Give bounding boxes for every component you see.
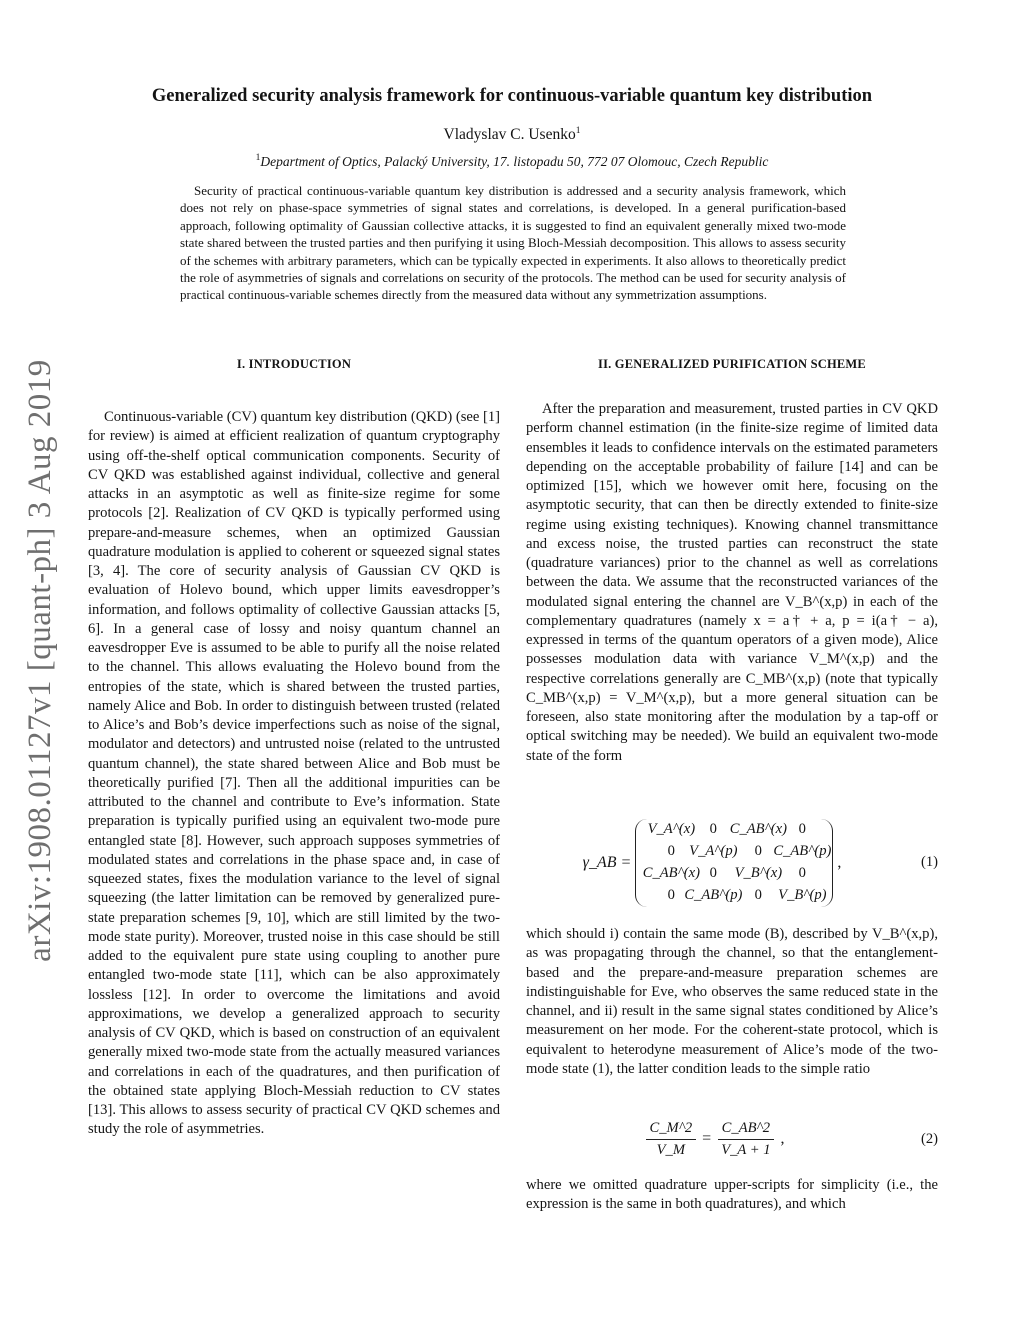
matrix-cell: V_A^(x)	[647, 821, 696, 837]
arxiv-stamp	[10, 340, 70, 980]
equation-2-equals: =	[702, 1130, 712, 1147]
matrix-cell: C_AB^(p)	[684, 887, 743, 903]
matrix-cell: V_B^(p)	[778, 887, 827, 903]
author-superscript: 1	[575, 126, 581, 136]
equation-2	[526, 1114, 938, 1164]
affiliation-line	[90, 153, 934, 170]
equation-1-lhs: γ_AB =	[582, 853, 632, 871]
matrix-cell: 0	[709, 865, 717, 881]
equation-1-number: (1)	[920, 854, 938, 870]
equation-1	[526, 815, 938, 910]
matrix-cell: C_AB^(x)	[642, 865, 700, 881]
paper-title: Generalized security analysis framework for continuous-variable quantum key distribution	[151, 86, 873, 106]
matrix-cell: 0	[667, 887, 675, 903]
section-heading-introduction: I. INTRODUCTION	[236, 357, 352, 371]
matrix-cell: C_AB^(p)	[773, 843, 832, 859]
fraction-denominator: V_A + 1	[721, 1141, 771, 1158]
matrix-cell: 0	[754, 887, 762, 903]
fraction-numerator: C_AB^2	[718, 1120, 774, 1140]
purification-paragraph-1: After the preparation and measurement, trusted parties in CV QKD perform channel estimation (in the finite-size regime of limited data ensembles it leads to confidence intervals on the estimated parameters depending on the acceptable probability of failure [14] and can be optimized [15], which we however omit here, focusing on the asymptotic security, that can then be directly extended to finite-size regime using existing techniques). Knowing channel transmittance and excess noise, the trusted parties can reconstruct the state (quadrature variances) prior to the channel as well as correlations between the data. We assume that the reconstructed variances of the modulated signal entering the channel are V_B^(x,p) in each of the complementary quadratures (namely x = a† + a, p = i(a† − a), expressed in terms of the quantum operators of a given mode), Alice possesses modulation data with variance V_M^(x,p) and the respective correlations generally are C_MB^(x,p) (note that typically C_MB^(x,p) = V_M^(x,p), but a more general situation can be foreseen, also state monitoring after the modulation by a tap-off or optical switching may be needed). We build an equivalent two-mode state of the form	[526, 401, 938, 764]
matrix-cell: 0	[798, 865, 806, 881]
matrix-cell: V_B^(x)	[734, 865, 783, 881]
equation-2-rhs-fraction	[717, 1120, 774, 1159]
equation-2-trail: ,	[780, 1130, 785, 1147]
equation-1-matrix	[635, 819, 833, 907]
matrix-cell: 0	[798, 821, 806, 837]
matrix-grid	[642, 819, 832, 907]
equation-1-trail: ,	[837, 853, 842, 871]
affiliation-text: Department of Optics, Palacký University, 17. listopadu 50, 772 07 Olomouc, Czech Republic	[260, 154, 769, 169]
section-heading-purification: II. GENERALIZED PURIFICATION SCHEME	[598, 357, 866, 371]
matrix-cell: 0	[667, 843, 675, 859]
matrix-cell: C_AB^(x)	[729, 821, 787, 837]
fraction-numerator: C_M^2	[646, 1120, 697, 1140]
affiliation-superscript: 1	[255, 153, 261, 163]
equation-2-body	[526, 1120, 898, 1159]
equation-2-lhs-fraction	[646, 1120, 697, 1159]
author-line	[90, 126, 934, 144]
matrix-cell: V_A^(p)	[689, 843, 738, 859]
left-paren	[635, 819, 648, 907]
equation-1-body	[526, 819, 898, 907]
author-name: Vladyslav C. Usenko	[443, 126, 576, 143]
intro-paragraph: Continuous-variable (CV) quantum key distribution (QKD) (see [1] for review) is aimed at efficient realization of quantum cryptography using off-the-shelf optical communication components. Security of CV QKD was established against individual, collective and general attacks in an asymptotic as well as finite-size regime for some protocols [2]. Realization of CV QKD is typically performed using prepare-and-measure schemes, when an optimized Gaussian quadrature modulation is applied to coherent or squeezed signal states [3, 4]. The core of security analysis of Gaussian CV QKD is evaluation of Holevo bound, which upper limits eavesdropper’s information, and follows optimality of collective Gaussian attacks [5, 6]. In a general case of lossy and noisy quantum channel an eavesdropper Eve is assumed to be able to purify all the noise related to the channel. This allows evaluating the Holevo bound from the entropies of the state, which is shared between the trusted parties, namely Alice and Bob. In order to distinguish between trusted (related to Alice’s and Bob’s device imperfections such as noise of the signal, modulator and detectors) and untrusted noise (related to the untrusted quantum channel), the state shared between Alice and Bob must be theoretically purified [7]. Then all the additional impurities can be attributed to the channel and contribute to Eve’s information. State preparation is typically purified using an equivalent two-mode pure entangled state [8]. However, such approach supposes symmetries of modulated states and correlations in the phase space and, in case of squeezed states, fixes the modulation variance to the level of signal squeezing (the latter limitation can be removed by generalized pure-state preparation schemes [9, 10], which are still limited by the two-mode state purity). Moreover, trusted noise in this case should be still added to the equivalent pure state using coupling to another pure entangled two-mode state [11], which can be also approximately lossless [12]. In order to overcome the limitations and avoid approximations, we develop a generalized approach to security analysis of CV QKD, which is based on construction of an equivalent generally mixed two-mode state from the actually measured variances and correlations in each of the quadratures, and then purification of the obtained state applying Bloch-Messiah reduction to CV states [13]. This allows to assess security of practical CV QKD schemes and study the role of asymmetries.	[88, 409, 500, 1138]
right-paren	[820, 819, 833, 907]
equation-2-number: (2)	[920, 1130, 938, 1147]
purification-paragraph-2: which should i) contain the same mode (B), described by V_B^(x,p), as was propagating through the channel, so that the entanglement-based and the prepare-and-measure preparation schemes are indistinguishable for Eve, who observes the same reduced state in the channel, and ii) result in the same signal states conditioned by Alice’s measurement on her mode. For the coherent-state protocol, which is equivalent to heterodyne measurement of Alice’s mode of the two-mode state (1), the latter condition leads to the simple ratio	[526, 926, 938, 1077]
abstract: Security of practical continuous-variable quantum key distribution is addressed and a security analysis framework, which does not rely on phase-space symmetries of signal states and correlations, is developed. In a general purification-based approach, following optimality of Gaussian collective attacks, it is suggested to find an equivalent generally mixed two-mode state shared between the trusted parties and then purifying it using Bloch-Messiah decomposition. This allows to assess security of the schemes with arbitrary parameters, which can be typically expected in experiments. It also allows to theoretically predict the role of asymmetries of signals and correlations on security of the protocols. The method can be used for security analysis of practical continuous-variable schemes directly from the measured data without any symmetrization assumptions.	[180, 183, 846, 303]
matrix-cell: 0	[754, 843, 762, 859]
fraction-denominator: V_M	[656, 1141, 686, 1158]
matrix-cell: 0	[709, 821, 717, 837]
purification-paragraph-3: where we omitted quadrature upper-scripts for simplicity (i.e., the expression is the same in both quadratures), and which	[526, 1177, 938, 1213]
arxiv-stamp-text: arXiv:1908.01127v1 [quant-ph] 3 Aug 2019	[21, 358, 58, 962]
